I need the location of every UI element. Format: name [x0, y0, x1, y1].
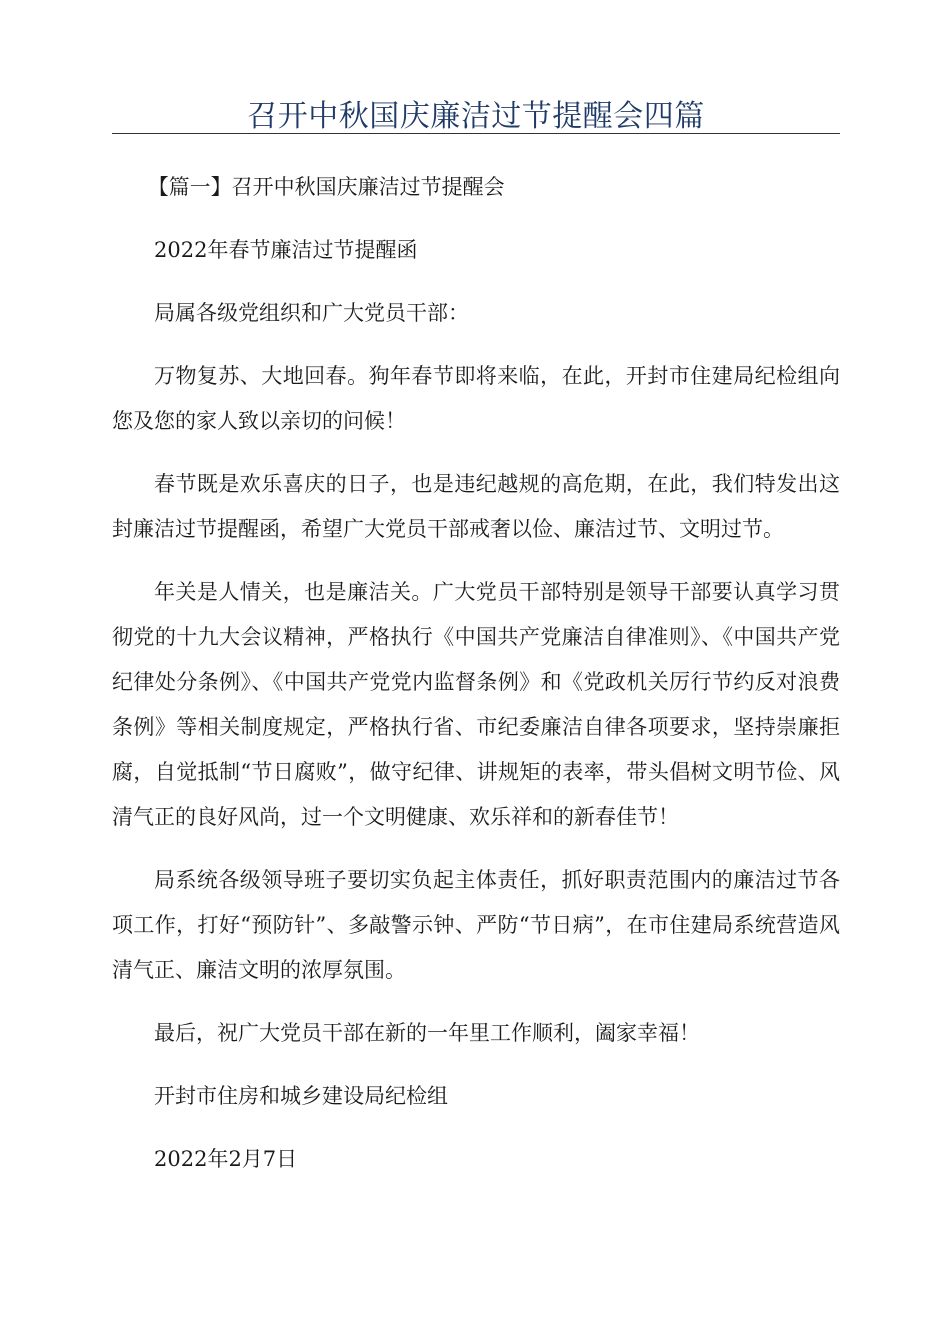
- salutation: 局属各级党组织和广大党员干部：: [154, 301, 469, 325]
- document-title: 召开中秋国庆廉洁过节提醒会四篇: [247, 99, 705, 134]
- closing-wish: 最后，祝广大党员干部在新的一年里工作顺利，阖家幸福！: [154, 1021, 700, 1045]
- title-underline: [112, 133, 840, 134]
- body-paragraph: 局系统各级领导班子要切实负起主体责任，抓好职责范围内的廉洁过节各项工作，打好“预防针”、多敲警示钟、严防“节日病”，在市住建局系统营造风清气正、廉洁文明的浓厚氛围。: [112, 868, 840, 982]
- signature-date: 2022年2月7日: [154, 1147, 298, 1171]
- body-paragraph: 春节既是欢乐喜庆的日子，也是违纪越规的高危期，在此，我们特发出这封廉洁过节提醒函，希望广大党员干部戒奢以俭、廉洁过节、文明过节。: [112, 472, 840, 541]
- section-heading: 【篇一】召开中秋国庆廉洁过节提醒会: [147, 175, 505, 199]
- body-paragraph: 万物复苏、大地回春。狗年春节即将来临，在此，开封市住建局纪检组向您及您的家人致以亲切的问候！: [112, 364, 840, 433]
- letter-title: 2022年春节廉洁过节提醒函: [154, 238, 418, 262]
- body-paragraph: 年关是人情关，也是廉洁关。广大党员干部特别是领导干部要认真学习贯彻党的十九大会议精神，严格执行《中国共产党廉洁自律准则》、《中国共产党纪律处分条例》、《中国共产党党内监督条例》和《党政机关厉行节约反对浪费条例》等相关制度规定，严格执行省、市纪委廉洁自律各项要求，坚持崇廉拒腐，自觉抵制“节日腐败”，做守纪律、讲规矩的表率，带头倡树文明节俭、风清气正的良好风尚，过一个文明健康、欢乐祥和的新春佳节！: [112, 580, 840, 829]
- document-body: [112, 165, 840, 1200]
- signature-organization: 开封市住房和城乡建设局纪检组: [154, 1084, 448, 1108]
